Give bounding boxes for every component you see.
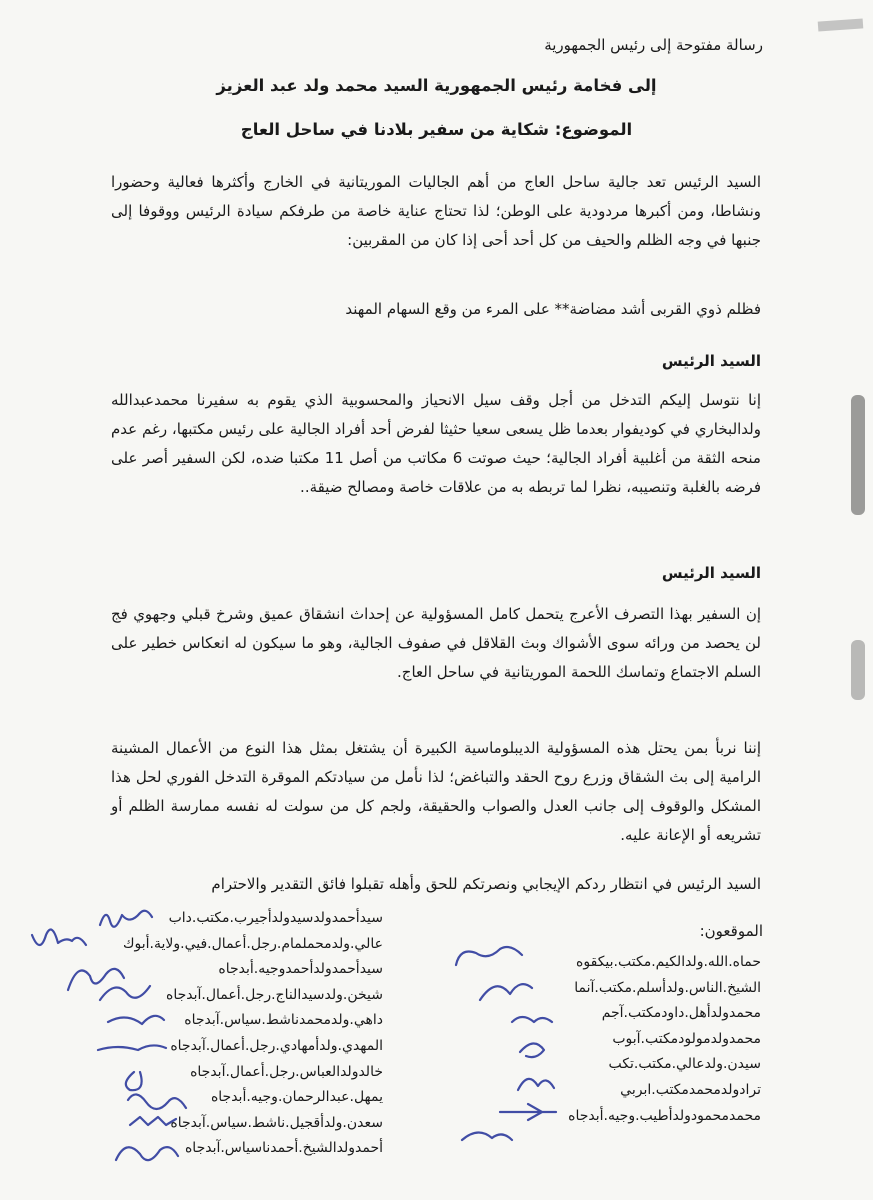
paragraph-request: إنا نتوسل إليكم التدخل من أجل وقف سيل الانحياز والمحسوبية الذي يقوم به سفيرنا محمدعبدالله ولدالبخاري في كوديفوار بعدما ظل يسعى سعيا حثيثا لفرض أحد أفراد الجالية على رئيس مكتبها، رغم عدم منحه الثقة من أغلبية أفراد الجالية؛ حيث صوتت 6 مكاتب من أصل 11 مكتبا ضده، لكن السفير أصر على فرضه بالغلبة وتنصيبه، نظرا لما تربطه به من علاقات خاصة ومصالح ضيقة.. (111, 391, 761, 496)
paragraph-responsibility: إن السفير بهذا التصرف الأعرج يتحمل كامل المسؤولية عن إحداث انشقاق عميق وشرخ قبلي وجهوي فج لن يحصد من ورائه سوى الأشواك وبث القلاقل في صفوف الجالية، وهو ما سيكون له انعكاس خطير على السلم الاجتماع وتماسك اللحمة الموريتانية في ساحل العاج. (111, 605, 761, 681)
signatory-name: عالي.ولدمحملمام.رجل.أعمال.فيي.ولاية.أبوك (122, 935, 383, 952)
signatories-left-list (123, 906, 383, 1162)
scan-mark (818, 18, 864, 31)
signatory-name: يمهل.عبدالرحمان.وجيه.أبدجاه (210, 1089, 383, 1106)
signatories-right-list (568, 950, 761, 1129)
signatory-name: الشيخ.الناس.ولدأسلم.مكتب.آنما (574, 979, 761, 996)
signatory-name: ترادولدمحمدمكتب.ابربي (620, 1081, 761, 1098)
signatory-name: محمدولدأهل.داودمكتب.آجم (601, 1005, 761, 1022)
section-heading: السيد الرئيس (661, 352, 761, 370)
poem-verse: فظلم ذوي القربى أشد مضاضة** على المرء من وقع السهام المهند (345, 300, 761, 318)
signatory-name: داهي.ولدمحمدناشط.سياس.آبدجاه (184, 1012, 383, 1029)
signatory-name: محمدولدمولودمكتب.آبوب (612, 1030, 761, 1047)
scan-smudge (851, 640, 865, 700)
signatories-label: الموقعون: (699, 922, 763, 940)
letter-header: رسالة مفتوحة إلى رئيس الجمهورية (544, 36, 763, 54)
signatory-name: سعدن.ولدأقجيل.ناشط.سياس.آبدجاه (170, 1114, 383, 1131)
section-heading: السيد الرئيس (661, 564, 761, 582)
signatory-name: سيدأحمدولدأحمدوجيه.أبدجاه (218, 961, 383, 978)
signatory-name: خالدولدالعباس.رجل.أعمال.آبدجاه (190, 1063, 383, 1080)
signatory-name: شيخن.ولدسيدالناج.رجل.أعمال.آبدجاه (166, 986, 383, 1003)
addressee-line: إلى فخامة رئيس الجمهورية السيد محمد ولد عبد العزيز (216, 76, 657, 95)
signatory-name: حماه.الله.ولدالكيم.مكتب.بيكقوه (576, 954, 761, 970)
signatory-name: محمدمحمودولدأطيب.وجيه.أبدجاه (568, 1107, 761, 1124)
signatory-name: سيدأحمدولدسيدولدأجيرب.مكتب.داب (168, 910, 383, 926)
paragraph-closing: السيد الرئيس في انتظار ردكم الإيجابي ونصرتكم للحق وأهله تقبلوا فائق التقدير والاحترام (211, 875, 761, 893)
signatory-name: المهدي.ولدأمهادي.رجل.أعمال.آبدجاه (170, 1037, 383, 1054)
subject-line: الموضوع: شكاية من سفير بلادنا في ساحل العاج (240, 120, 633, 139)
scan-smudge (851, 395, 865, 515)
signatory-name: أحمدولدالشيخ.أحمدناسياس.آبدجاه (184, 1140, 383, 1157)
paragraph-intro: السيد الرئيس تعد جالية ساحل العاج من أهم الجاليات الموريتانية في الخارج وأكثرها فعالية وحضورا ونشاطا، ومن أكبرها مردودية على الوطن؛ لذا تحتاج عناية خاصة من طرفكم سيادة الرئيس ووقوفا إلى جنبها في وجه الظلم والحيف من كل أحد أحى إذا كان من المقربين: (111, 173, 761, 249)
paragraph-appeal: إننا نربأ بمن يحتل هذه المسؤولية الديبلوماسية الكبيرة أن يشتغل بمثل هذا النوع من الأعمال المشينة الرامية إلى بث الشقاق وزرع روح الحقد والتباغض؛ لذا نأمل من سيادتكم الموقرة التدخل الفوري لحل هذا المشكل والوقوف إلى جانب العدل والصواب والحقيقة، ولجم كل من سولت له نفسه ممارسة الظلم أو تشريعه أو الإعانة عليه. (111, 739, 761, 844)
signatory-name: سيدن.ولدعالي.مكتب.تكب (608, 1056, 761, 1073)
